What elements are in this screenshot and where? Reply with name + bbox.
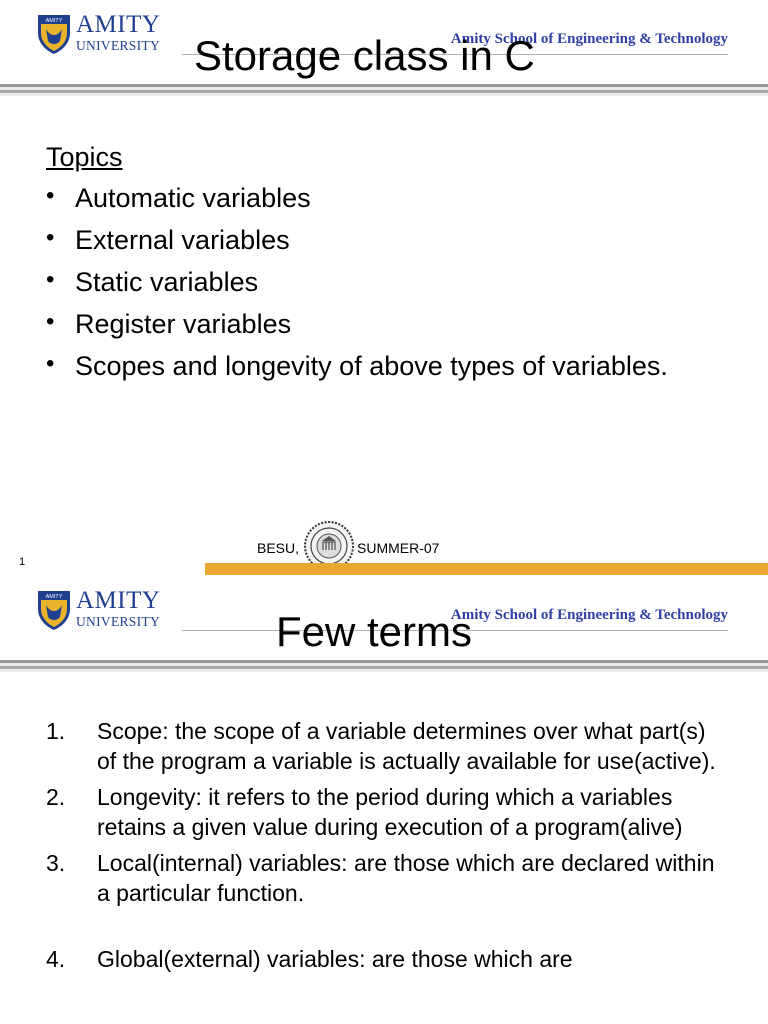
- brand-name: AMITY: [76, 11, 161, 38]
- school-name: Amity School of Engineering & Technology: [450, 607, 728, 623]
- slide-title: Few terms: [276, 608, 473, 655]
- terms-list: [46, 716, 726, 980]
- brand-sub: UNIVERSITY: [76, 38, 160, 53]
- bullet-icon: •: [46, 308, 55, 335]
- amity-logo: [36, 13, 168, 57]
- footer-right-text: SUMMER-07: [357, 540, 440, 556]
- list-item: [46, 716, 726, 776]
- item-text: Local(internal) variables: are those which are declared within a particular function.: [97, 850, 715, 906]
- amity-shield-icon: [36, 589, 72, 631]
- bullet-icon: •: [46, 350, 55, 377]
- bullet-icon: •: [46, 224, 55, 251]
- list-item: [46, 265, 686, 300]
- slide-title: Storage class in C: [194, 32, 535, 79]
- list-item: [46, 782, 726, 842]
- topics-label: Topics: [46, 142, 123, 172]
- bullet-icon: •: [46, 182, 55, 209]
- bullet-text: Automatic variables: [75, 183, 311, 213]
- slide-2: [0, 576, 768, 1024]
- item-text: Longevity: it refers to the period during which a variables retains a given value during execution of a program(alive): [97, 784, 683, 840]
- item-text: Global(external) variables: are those which are: [97, 946, 573, 972]
- page-number: 1: [19, 556, 26, 568]
- bullet-text: Scopes and longevity of above types of variables.: [75, 351, 668, 381]
- brand-sub: UNIVERSITY: [76, 614, 160, 629]
- item-number: 1.: [46, 718, 66, 744]
- shield-label: AMITY: [45, 18, 63, 24]
- amity-shield-icon: [36, 13, 72, 55]
- list-item: [46, 349, 686, 384]
- item-number: 4.: [46, 946, 66, 972]
- amity-logo: [36, 589, 168, 633]
- list-item: [46, 181, 686, 216]
- item-number: 2.: [46, 784, 66, 810]
- footer-left-text: BESU,: [257, 540, 300, 556]
- header-band: [0, 84, 768, 96]
- list-item: [46, 223, 686, 258]
- header-band: [0, 660, 768, 672]
- bullet-icon: •: [46, 266, 55, 293]
- list-item: [46, 944, 726, 974]
- topics-list: [46, 181, 686, 391]
- footer-bar: [205, 563, 768, 575]
- bullet-text: External variables: [75, 225, 290, 255]
- list-item: [46, 307, 686, 342]
- item-text: Scope: the scope of a variable determines over what part(s) of the program a variable is actually available for use(active).: [97, 718, 716, 774]
- bullet-text: Static variables: [75, 267, 259, 297]
- school-name: Amity School of Engineering & Technology: [450, 31, 728, 47]
- list-item: [46, 848, 726, 908]
- brand-name: AMITY: [76, 587, 161, 614]
- item-number: 3.: [46, 850, 66, 876]
- shield-label: AMITY: [45, 594, 63, 600]
- bullet-text: Register variables: [75, 309, 292, 339]
